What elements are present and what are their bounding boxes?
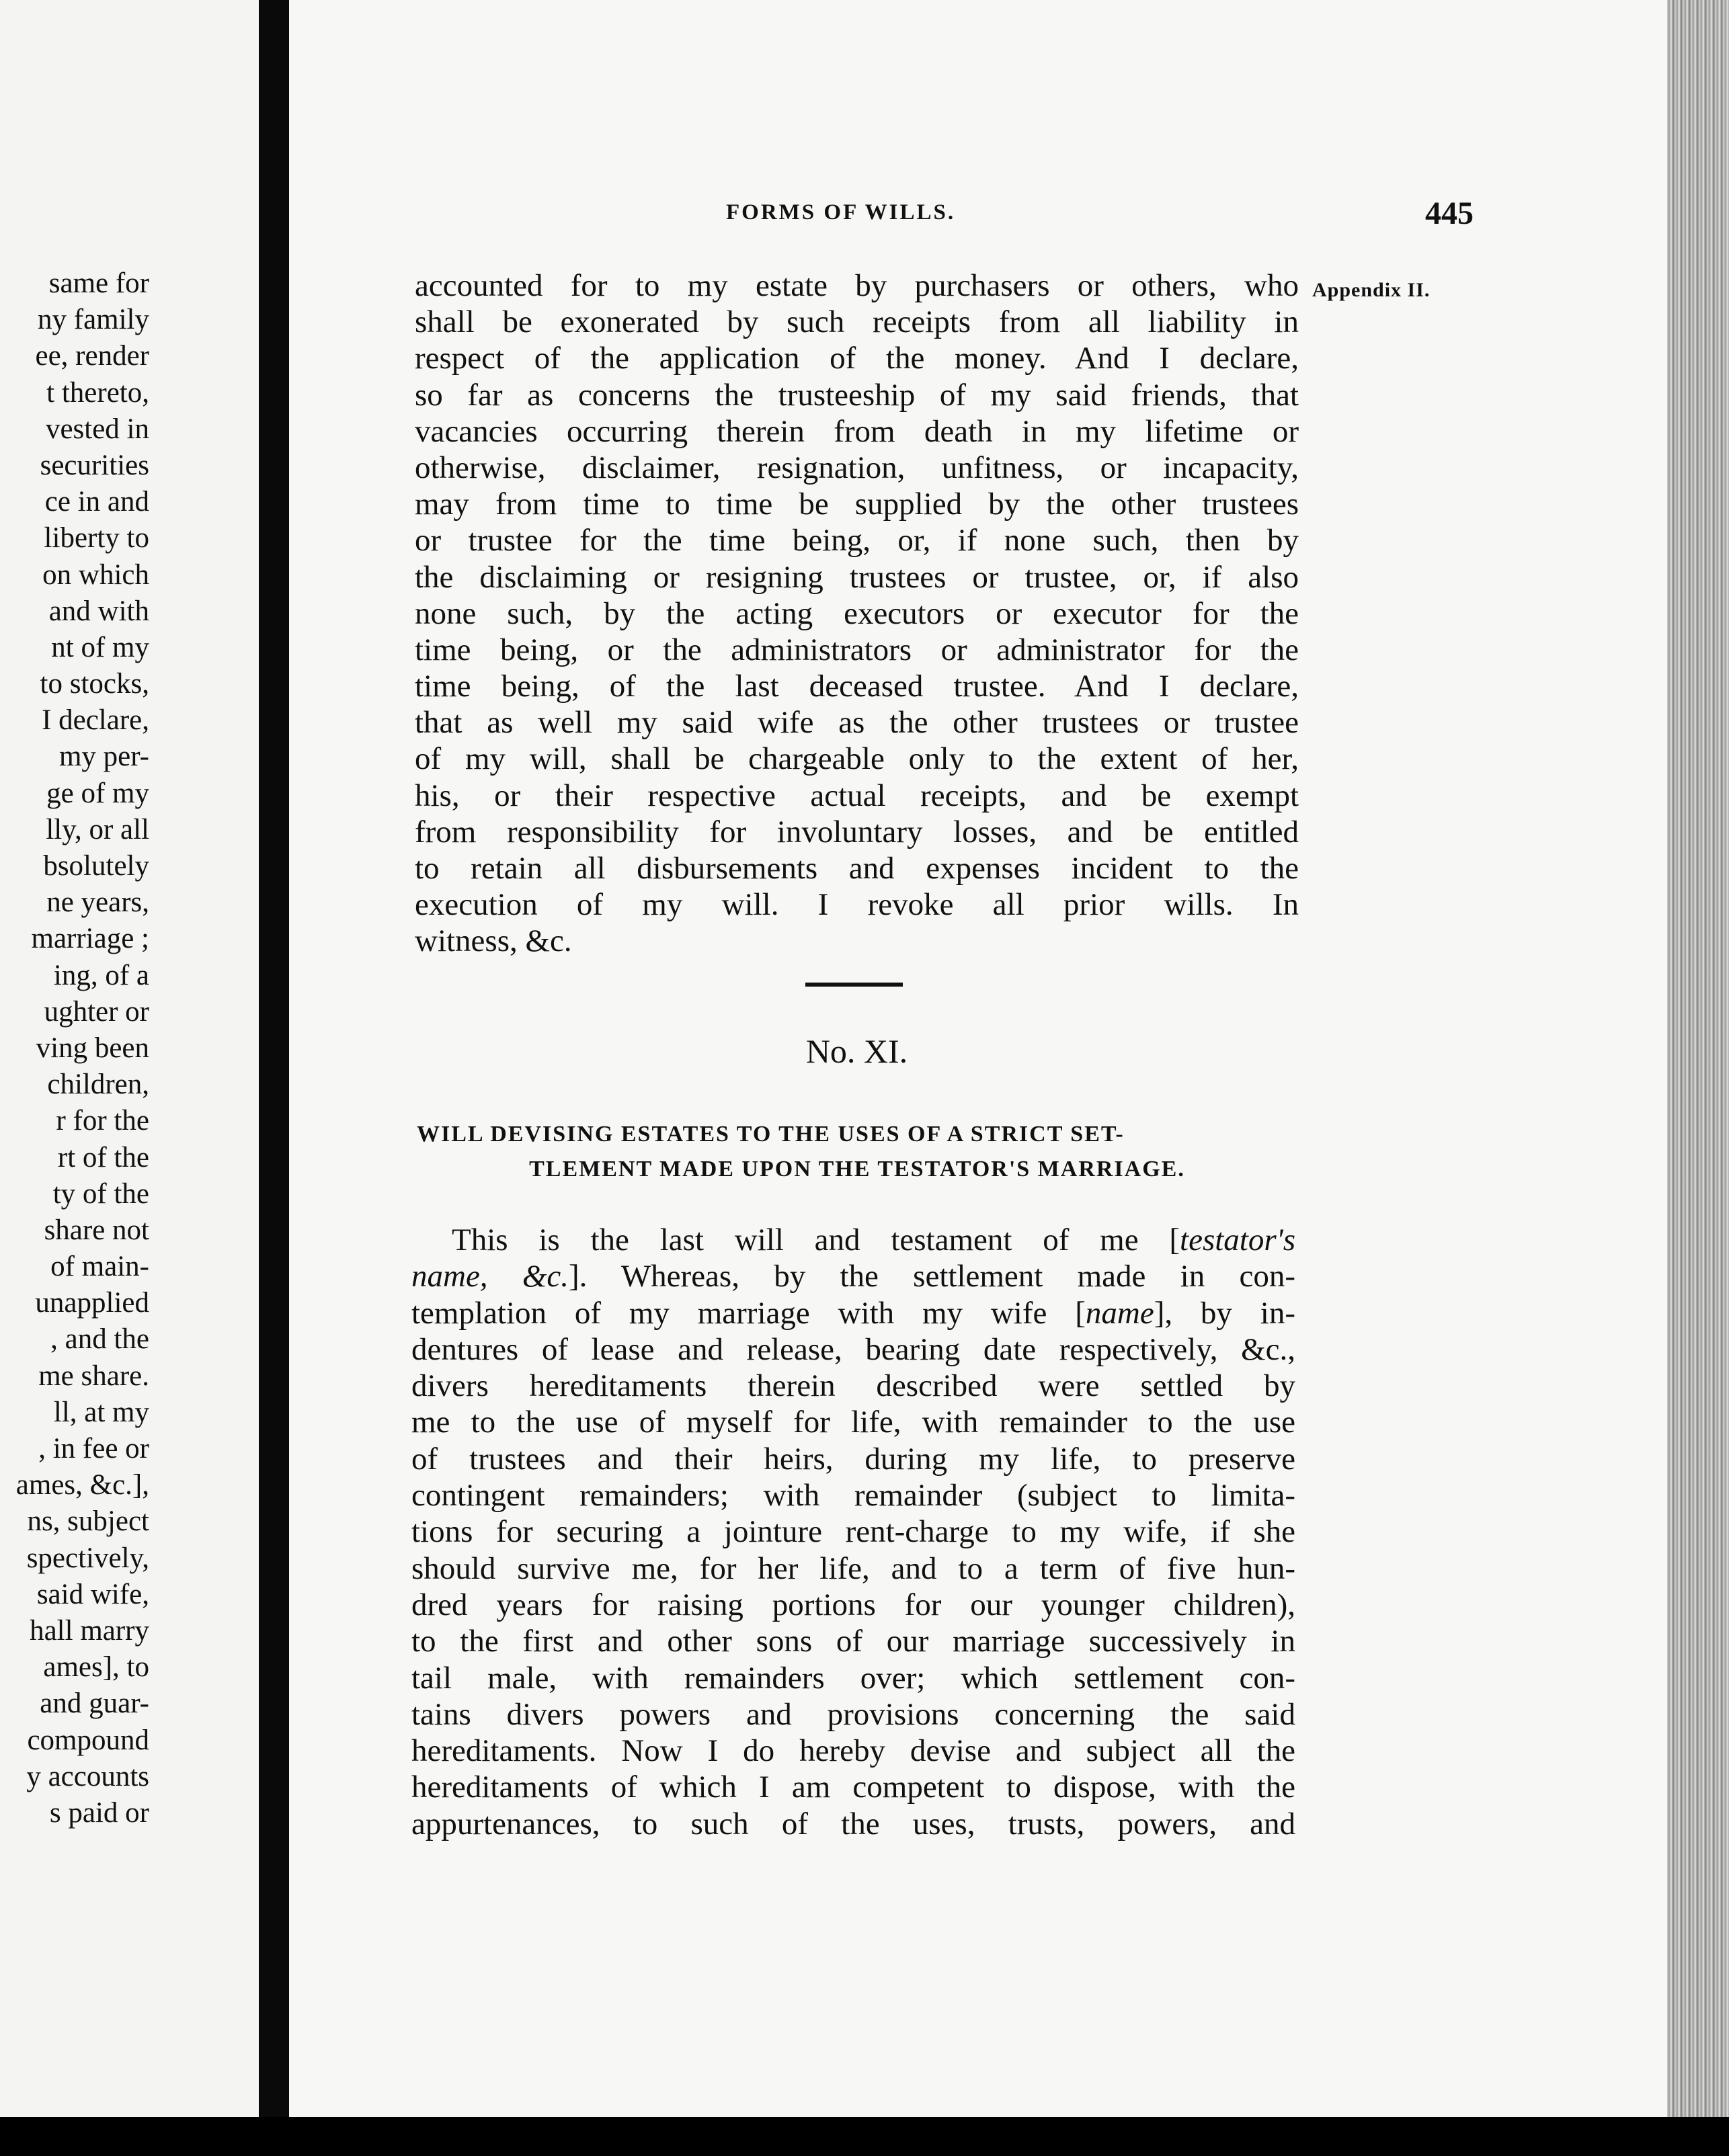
text-line: his, or their respective actual receipts, and be exempt	[415, 778, 1299, 813]
italic-segment: name, &c.	[411, 1259, 569, 1294]
section-divider-rule	[805, 983, 903, 987]
previous-page-line: and with	[48, 595, 149, 627]
text-segment: contingent remainders; with remainder (subject to limita-	[411, 1478, 1295, 1514]
text-segment: dred years for raising portions for our younger children),	[411, 1587, 1295, 1622]
continuation-paragraph	[415, 267, 1299, 960]
previous-page-line: compound	[27, 1724, 149, 1756]
previous-page-line: ns, subject	[27, 1505, 149, 1538]
text-segment: divers hereditaments therein described were settled by	[411, 1368, 1295, 1404]
text-line	[411, 1368, 1295, 1404]
previous-page-line: ee, render	[35, 340, 149, 372]
text-line	[411, 1587, 1295, 1623]
previous-page-line: me share.	[38, 1360, 149, 1392]
text-line: otherwise, disclaimer, resignation, unfitness, or incapacity,	[415, 450, 1299, 485]
text-segment: to the first and other sons of our marriage successively in	[411, 1624, 1295, 1659]
page-number: 445	[1425, 196, 1474, 231]
previous-page-line: securities	[40, 449, 149, 481]
text-segment: hereditaments. Now I do hereby devise and subject all the	[411, 1733, 1295, 1769]
text-segment: tail male, with remainders over; which settlement con-	[411, 1660, 1295, 1696]
previous-page-line: same for	[48, 267, 149, 299]
text-line: of my will, shall be chargeable only to the extent of her,	[415, 741, 1299, 777]
previous-page-line: , and the	[50, 1323, 149, 1356]
book-gutter	[259, 0, 289, 2156]
text-line: none such, by the acting executors or executor for the	[415, 595, 1299, 631]
previous-page-line: said wife,	[36, 1578, 149, 1610]
previous-page-line: children,	[47, 1069, 149, 1101]
previous-page-line: ll, at my	[53, 1396, 149, 1428]
section-number: No. XI.	[805, 1032, 908, 1070]
previous-page-line: ing, of a	[53, 959, 149, 991]
previous-page-line: , in fee or	[38, 1433, 149, 1464]
previous-page-line: t thereto,	[46, 376, 149, 409]
text-line	[411, 1623, 1295, 1659]
text-segment: should survive me, for her life, and to a term of five hun-	[411, 1550, 1295, 1586]
text-segment: me to the use of myself for life, with remainder to the use	[411, 1405, 1295, 1440]
text-line	[411, 1404, 1295, 1440]
page-edges	[1667, 0, 1729, 2156]
running-head	[444, 196, 1553, 234]
previous-page-line: I declare,	[42, 704, 149, 737]
previous-page-line: lly, or all	[46, 813, 149, 845]
previous-page-line: y accounts	[26, 1760, 149, 1792]
previous-page-line: bsolutely	[43, 850, 149, 882]
text-line	[411, 1295, 1295, 1331]
text-line	[411, 1477, 1295, 1514]
text-line: or trustee for the time being, or, if none such, then by	[415, 523, 1299, 558]
text-line: time being, of the last deceased trustee. And I declare,	[415, 669, 1299, 704]
section-heading-line-2: TLEMENT MADE UPON THE TESTATOR'S MARRIAGE.	[529, 1157, 1185, 1181]
text-line	[411, 1222, 1295, 1258]
previous-page-line: ames], to	[43, 1651, 149, 1684]
text-segment: tains divers powers and provisions concerning the said	[411, 1696, 1295, 1732]
previous-page-line: hall marry	[30, 1614, 149, 1647]
previous-page-line: of main-	[50, 1251, 149, 1283]
text-line: accounted for to my estate by purchasers or others, who	[415, 268, 1299, 303]
text-segment: tions for securing a jointure rent-charge to my wife, if she	[411, 1514, 1295, 1550]
previous-page-line: to stocks,	[40, 668, 149, 700]
previous-page-line: ving been	[36, 1032, 149, 1064]
previous-page-line: vested in	[45, 413, 149, 445]
text-line: may from time to time be supplied by the other trustees	[415, 487, 1299, 522]
previous-page-text	[0, 265, 149, 1831]
previous-page-line: ne years,	[46, 886, 149, 919]
running-title: FORMS OF WILLS.	[726, 200, 956, 224]
previous-page-line: share not	[44, 1214, 149, 1246]
text-line: vacancies occurring therein from death in my lifetime or	[415, 413, 1299, 449]
text-line	[411, 1441, 1295, 1477]
text-line	[411, 1660, 1295, 1696]
text-line	[411, 1331, 1295, 1368]
text-line	[411, 1769, 1295, 1805]
text-line: the disclaiming or resigning trustees or trustee, or, if also	[415, 559, 1299, 595]
text-line: witness, &c.	[415, 923, 572, 959]
previous-page-line: r for the	[56, 1105, 149, 1137]
italic-segment: testator's	[1180, 1222, 1295, 1257]
text-line	[411, 1514, 1295, 1550]
previous-page-line: my per-	[58, 741, 149, 773]
text-line: time being, or the administrators or administrator for the	[415, 632, 1299, 667]
previous-page-line: rt of the	[57, 1141, 149, 1173]
italic-segment: name	[1085, 1295, 1154, 1331]
text-segment: appurtenances, to such of the uses, trusts, powers, and	[411, 1806, 1295, 1841]
previous-page-line: nt of my	[51, 631, 149, 663]
previous-page-line: ty of the	[52, 1177, 149, 1210]
text-line	[411, 1550, 1295, 1587]
previous-page-line: on which	[42, 558, 149, 591]
text-line: so far as concerns the trusteeship of my said friends, that	[415, 377, 1299, 413]
previous-page-line: spectively,	[26, 1542, 149, 1574]
text-segment: ], by in-	[1154, 1295, 1295, 1331]
previous-page-line: ge of my	[46, 777, 149, 809]
previous-page-line: and guar-	[40, 1688, 149, 1720]
previous-page-fragment	[0, 0, 259, 2117]
scan-border	[0, 2117, 1729, 2156]
text-segment: of trustees and their heirs, during my life, to preserve	[411, 1441, 1295, 1477]
previous-page-line: ce in and	[44, 486, 149, 518]
text-segment: This is the last will and testament of me [	[452, 1222, 1180, 1257]
section-heading	[417, 1117, 1297, 1187]
text-line: shall be exonerated by such receipts from all liability in	[415, 304, 1299, 340]
section-heading-line-1: WILL DEVISING ESTATES TO THE USES OF A STRICT SET-	[417, 1122, 1125, 1147]
text-segment: templation of my marriage with my wife [	[411, 1295, 1086, 1331]
text-line: that as well my said wife as the other trustees or trustee	[415, 705, 1299, 741]
text-line: respect of the application of the money. And I declare,	[415, 341, 1299, 376]
text-line	[411, 1258, 1295, 1294]
margin-note: Appendix II.	[1312, 279, 1431, 301]
previous-page-line: liberty to	[44, 522, 149, 554]
text-line	[411, 1696, 1295, 1733]
previous-page-line: ny family	[38, 304, 149, 336]
text-line: to retain all disbursements and expenses incident to the	[415, 851, 1299, 886]
previous-page-line: ames, &c.],	[15, 1469, 149, 1501]
text-line	[411, 1733, 1295, 1769]
previous-page-line: s paid or	[49, 1796, 149, 1829]
previous-page-line: marriage ;	[31, 923, 149, 955]
previous-page-line: unapplied	[35, 1287, 149, 1319]
previous-page-line: ughter or	[44, 995, 149, 1028]
text-segment: ]. Whereas, by the settlement made in con-	[569, 1259, 1295, 1294]
section-paragraph	[411, 1222, 1295, 1842]
text-line: execution of my will. I revoke all prior wills. In	[415, 887, 1299, 923]
text-line: from responsibility for involuntary losses, and be entitled	[415, 814, 1299, 849]
text-line	[411, 1806, 1295, 1842]
text-segment: dentures of lease and release, bearing date respectively, &c.,	[411, 1331, 1295, 1367]
text-segment: hereditaments of which I am competent to dispose, with the	[411, 1770, 1295, 1805]
